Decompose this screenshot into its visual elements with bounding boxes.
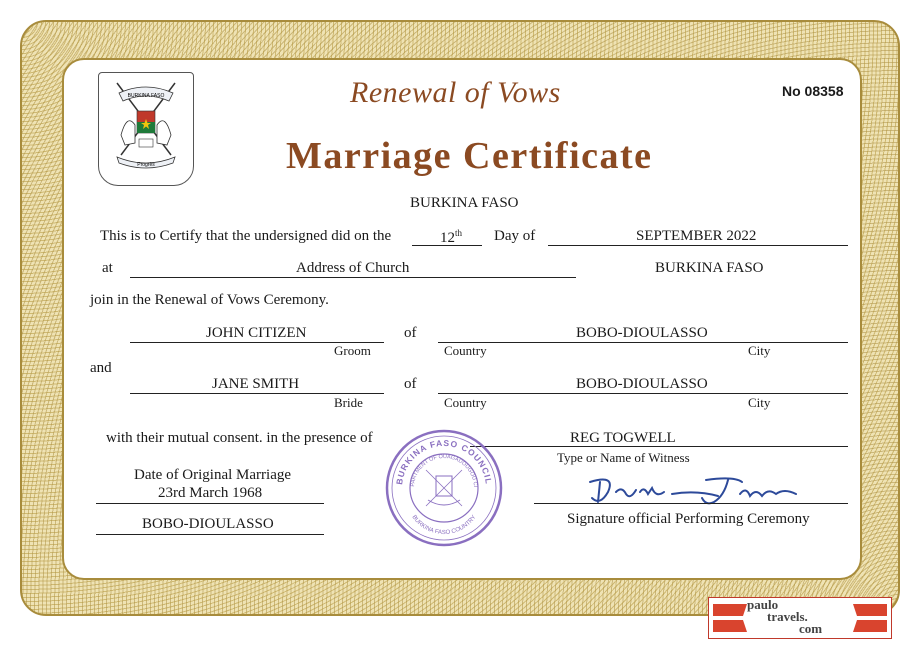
witness-line [470,446,848,447]
logo-line-3: com [799,621,823,636]
logo-line-1: paulo [747,597,779,612]
logo-line-2: travels. [767,609,808,624]
groom-city-label: City [748,343,771,358]
country-heading: BURKINA FASO [410,195,519,211]
month-year-value: SEPTEMBER 2022 [636,228,757,244]
original-marriage-place: BOBO-DIOULASSO [142,516,274,532]
certificate-subtitle: Renewal of Vows [350,76,561,109]
original-marriage-date: 23rd March 1968 [158,485,263,501]
bride-city: BOBO-DIOULASSO [576,376,708,392]
council-seal-icon [384,428,504,548]
certificate-number: No 08358 [782,83,844,99]
coat-of-arms-icon [98,72,194,186]
church-address: Address of Church [296,260,410,276]
day-of-label: Day of [494,228,536,244]
signature-line [534,503,848,504]
of-label-groom: of [404,325,417,341]
groom-label: Groom [334,343,371,358]
original-marriage-label: Date of Original Marriage [134,467,292,483]
bride-country-label: Country [444,395,487,410]
groom-country-label: Country [444,343,487,358]
crest-top-text: BURKINA FASO [127,93,165,99]
groom-origin-line [438,342,848,343]
seal-outer-text: BURKINA FASO COUNCIL [394,437,494,486]
svg-text:BURKINA FASO COUNTRY [410,514,477,536]
bride-city-label: City [748,395,771,410]
of-label-bride: of [404,376,417,392]
svg-text:BURKINA FASO COUNCIL [394,438,494,485]
witness-label: Type or Name of Witness [557,450,690,465]
paulo-travels-logo [708,597,892,639]
and-label: and [90,360,112,376]
seal-inner-text: PARTMENT OF OUAGADOUGOU CI [409,453,478,488]
bride-line [130,393,384,394]
consent-statement: with their mutual consent. in the presence of [106,430,373,446]
month-year-line [548,245,848,246]
certificate-title: Marriage Certificate [286,135,653,177]
bride-name: JANE SMITH [212,376,300,392]
certify-statement: This is to Certify that the undersigned did on the [100,228,392,244]
signature-label: Signature official Performing Ceremony [567,511,810,527]
bride-origin-line [438,393,848,394]
witness-name: REG TOGWELL [570,430,676,446]
groom-city: BOBO-DIOULASSO [576,325,708,341]
address-line [130,277,576,278]
original-date-line [96,503,324,504]
bride-label: Bride [334,395,363,410]
groom-name: JOHN CITIZEN [206,325,307,341]
crest-motto: Progrès [137,162,155,168]
location-country: BURKINA FASO [655,260,764,276]
seal-bottom-text: BURKINA FASO COUNTRY [410,514,478,537]
original-place-line [96,534,324,535]
at-label: at [102,260,113,276]
day-number: 12th [440,228,463,246]
join-statement: join in the Renewal of Vows Ceremony. [90,292,329,308]
day-line [412,245,482,246]
